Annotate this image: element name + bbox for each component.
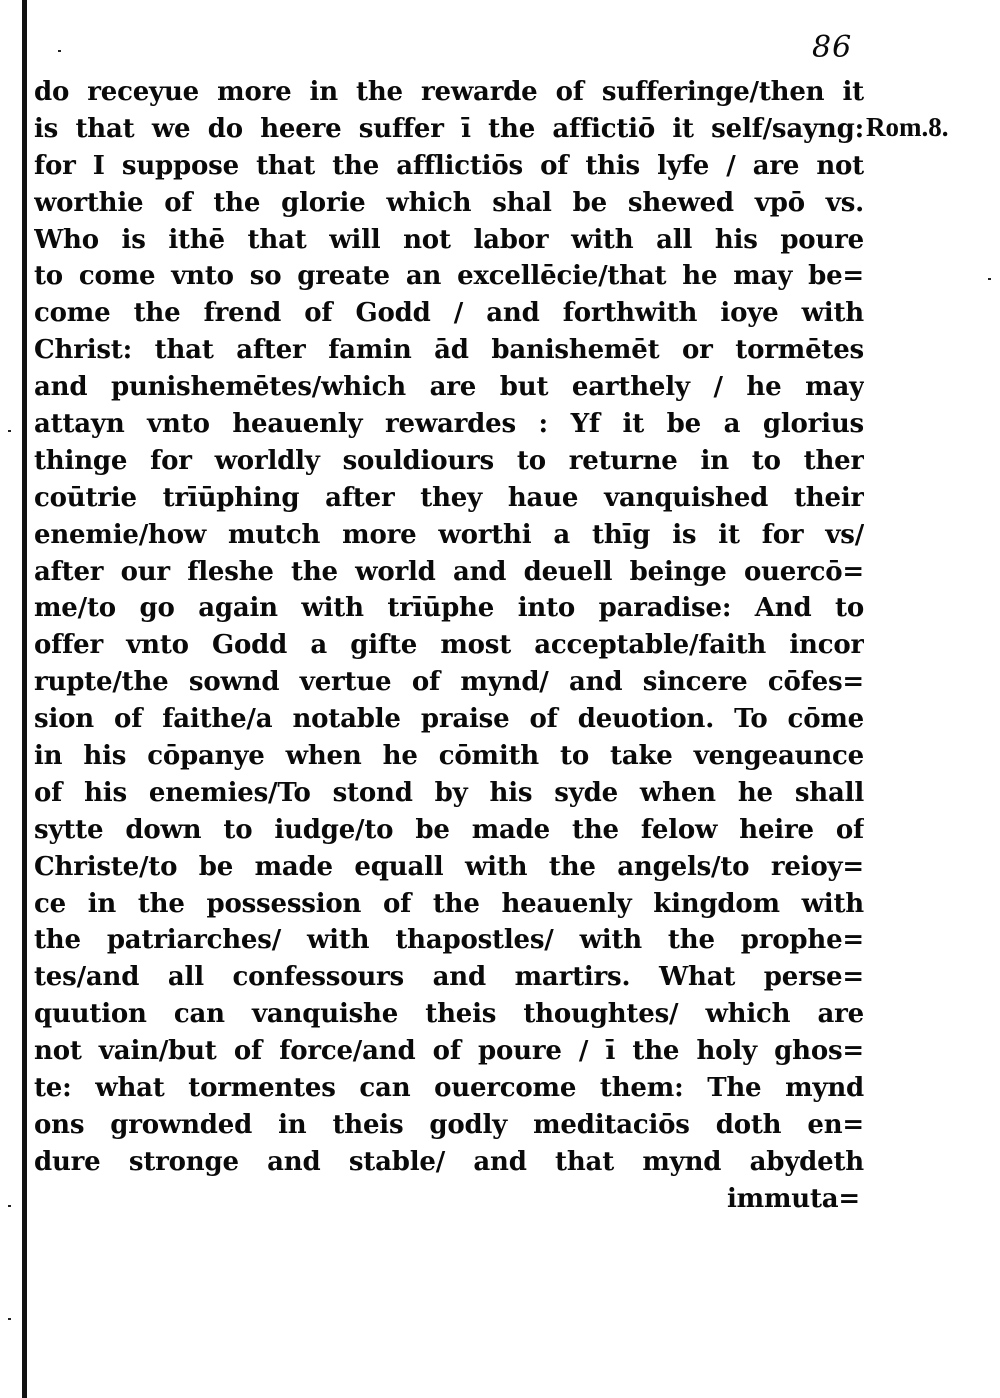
text-line: to come vnto so greate an excellēcie/that he may be= [34,261,864,292]
text-line: worthie of the glorie which shal be shewed vpō vs. [34,187,864,218]
left-margin-rule [22,0,27,1398]
text-line: Who is ithē that will not labor with all his poure [34,224,864,255]
text-line: for I suppose that the afflictiōs of this lyfe / are not [34,150,864,181]
text-line: attayn vnto heauenly rewardes : Yf it be a glorius [34,409,864,440]
scan-speck [8,1318,11,1320]
text-line: thinge for worldly souldiours to returne in to ther [34,445,864,476]
text-line: ons grownded in theis godly meditaciōs doth en= [34,1109,864,1140]
catchword: immuta= [726,1183,860,1214]
text-line: in his cōpanye when he cōmith to take vengeaunce [34,741,864,772]
text-line: quution can vanquishe theis thoughtes/ which are [34,999,864,1030]
scan-speck [58,50,61,52]
text-line: do receyue more in the rewarde of sufferinge/then it [34,77,864,107]
text-line: not vain/but of force/and of poure / ī the holy ghos= [34,1036,864,1067]
text-line: offer vnto Godd a gifte most acceptable/faith incor [34,630,864,661]
text-line: tes/and all confessours and martirs. What perse= [34,962,864,993]
text-line: me/to go again with trīūphe into paradise: And to [34,593,864,624]
text-line: sytte down to iudge/to be made the felow heire of [34,814,864,845]
text-line: the patriarches/ with thapostles/ with the prophe= [34,925,864,956]
text-line: come the frend of Godd / and forthwith ioye with [34,298,864,329]
text-line: enemie/how mutch more worthi a thīg is it for vs/ [34,519,864,550]
text-line: and punishemētes/which are but earthely / he may [34,372,864,403]
text-line: Christ: that after famin ād banishemēt or tormētes [34,335,864,366]
scan-speck [988,278,991,280]
scan-speck [8,430,11,432]
margin-note-scripture-reference: Rom.8. [866,112,949,142]
text-line: rupte/the sownd vertue of mynd/ and sincere cōfes= [34,667,864,698]
text-line: is that we do heere suffer ī the affictiō it self/sayng: [34,113,864,144]
text-line: dure stronge and stable/ and that mynd abydeth [34,1146,864,1177]
text-line: ce in the possession of the heauenly kingdom with [34,888,864,919]
text-line: Christe/to be made equall with the angels/to reioy= [34,851,864,882]
scan-speck [8,1205,11,1207]
body-text [34,74,864,1218]
text-line: after our fleshe the world and deuell beinge ouercō= [34,556,864,587]
text-line: te: what tormentes can ouercome them: The mynd [34,1073,864,1104]
page-number: 86 [812,30,853,65]
text-line: coūtrie trīūphing after they haue vanquished their [34,482,864,513]
text-line: of his enemies/To stond by his syde when he shall [34,777,864,808]
text-line: sion of faithe/a notable praise of deuotion. To cōme [34,704,864,735]
